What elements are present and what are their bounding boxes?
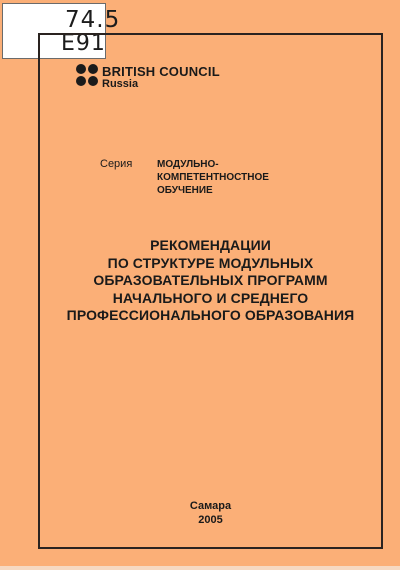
title-line: НАЧАЛЬНОГО И СРЕДНЕГО — [112, 289, 309, 306]
publication-year: 2005 — [198, 514, 223, 526]
title-line: ОБРАЗОВАТЕЛЬНЫХ ПРОГРАММ — [93, 272, 328, 288]
series-name-line: ОБУЧЕНИЕ — [157, 185, 213, 196]
logo-dots-icon — [76, 64, 98, 86]
series-name-line: МОДУЛЬНО- — [157, 159, 219, 170]
call-number-author-mark: E91 — [61, 31, 106, 56]
publication-city: Самара — [189, 500, 232, 512]
series-name-line: КОМПЕТЕНТНОСТНОЕ — [157, 172, 269, 183]
book-title — [38, 237, 383, 325]
series-label: Серия — [100, 158, 133, 170]
call-number-class: 74.5 — [65, 7, 121, 33]
cover-bottom-edge — [0, 566, 400, 570]
logo-name: BRITISH COUNCIL — [102, 64, 220, 79]
logo-country: Russia — [102, 78, 139, 90]
title-line: ПРОФЕССИОНАЛЬНОГО ОБРАЗОВАНИЯ — [66, 307, 355, 323]
series-name — [157, 158, 269, 197]
title-line: РЕКОМЕНДАЦИИ — [150, 237, 271, 253]
title-line: ПО СТРУКТУРЕ МОДУЛЬНЫХ — [107, 254, 314, 271]
